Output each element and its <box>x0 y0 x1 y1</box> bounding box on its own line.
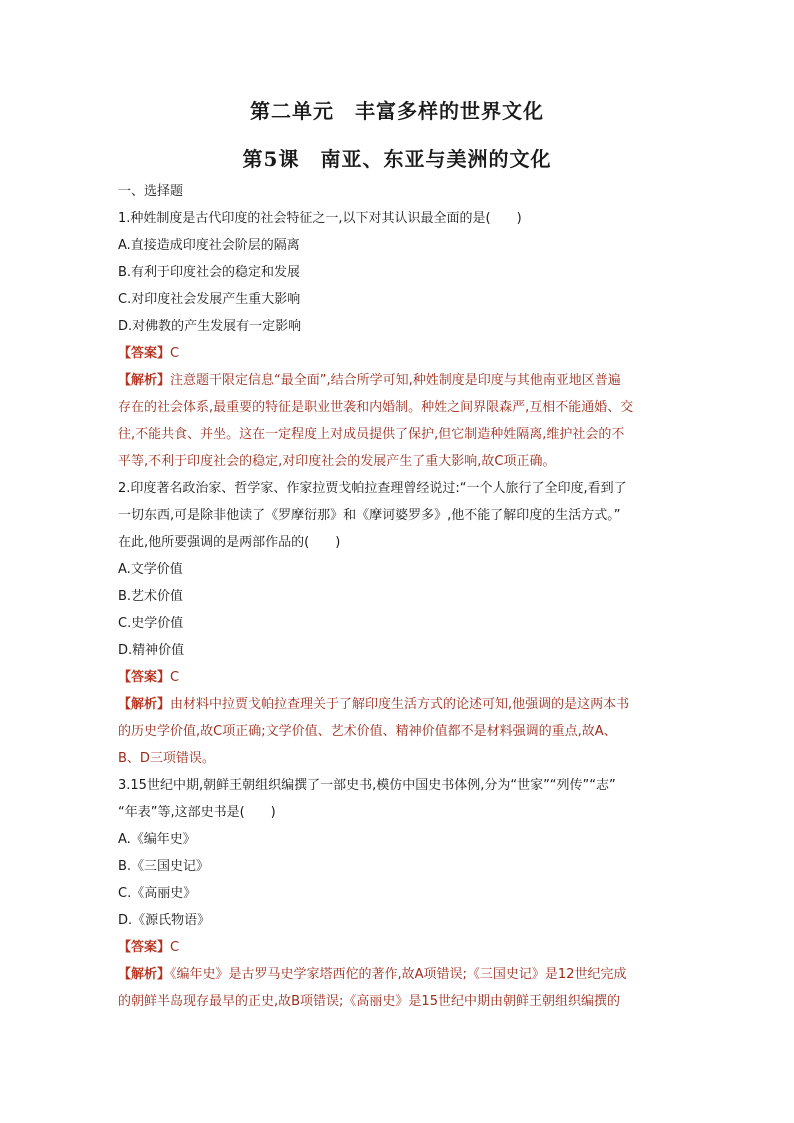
q1-answer-value: C <box>170 346 180 361</box>
q3-analysis-line: 【解析】《编年史》是古罗马史学家塔西佗的著作,故A项错误;《三国史记》是12世纪完成 <box>118 967 627 982</box>
answer-tag: 【答案】 <box>118 346 171 361</box>
q2-analysis-line: 的历史学价值,故C项正确;文学价值、艺术价值、精神价值都不是材料强调的重点,故A、 <box>118 724 617 739</box>
analysis-tag: 【解析】 <box>118 697 171 712</box>
q3-option-a: A.《编年史》 <box>118 832 196 847</box>
q3-analysis-line: 的朝鲜半岛现存最早的正史,故B项错误;《高丽史》是15世纪中期由朝鲜王朝组织编撰的 <box>118 994 620 1009</box>
q1-option-b: B.有利于印度社会的稳定和发展 <box>118 265 301 280</box>
q2-option-d: D.精神价值 <box>118 643 185 658</box>
question-2-stem: 在此,他所要强调的是两部作品的( ) <box>118 535 341 550</box>
q1-option-d: D.对佛教的产生发展有一定影响 <box>118 319 302 334</box>
q3-option-c: C.《高丽史》 <box>118 886 197 901</box>
question-3-stem: 3.15世纪中期,朝鲜王朝组织编撰了一部史书,模仿中国史书体例,分为“世家”“列传”“志” <box>118 778 616 793</box>
q2-answer-value: C <box>170 670 180 685</box>
q2-option-b: B.艺术价值 <box>118 589 184 604</box>
question-3-stem: “年表”等,这部史书是( ) <box>118 805 276 820</box>
question-2-stem: 2.印度著名政治家、哲学家、作家拉贾戈帕拉查理曾经说过:“一个人旅行了全印度,看到了 <box>118 481 627 496</box>
question-content <box>118 178 683 1015</box>
answer-tag: 【答案】 <box>118 940 171 955</box>
q1-answer <box>118 340 683 367</box>
q3-option-b: B.《三国史记》 <box>118 859 210 874</box>
q3-answer-value: C <box>170 940 180 955</box>
q1-analysis-line: 往,不能共食、并坐。这在一定程度上对成员提供了保护,但它制造种姓隔离,维护社会的不 <box>118 427 625 442</box>
question-1-stem: 1.种姓制度是古代印度的社会特征之一,以下对其认识最全面的是( ) <box>118 211 522 226</box>
answer-tag: 【答案】 <box>118 670 171 685</box>
q3-answer <box>118 934 683 961</box>
q2-option-c: C.史学价值 <box>118 616 184 631</box>
question-2-stem: 一切东西,可是除非他读了《罗摩衍那》和《摩诃婆罗多》,他不能了解印度的生活方式。” <box>118 508 621 523</box>
q3-option-d: D.《源氏物语》 <box>118 913 211 928</box>
q2-answer <box>118 664 683 691</box>
q1-option-a: A.直接造成印度社会阶层的隔离 <box>118 238 300 253</box>
q1-analysis-line: 平等,不利于印度社会的稳定,对印度社会的发展产生了重大影响,故C项正确。 <box>118 454 556 469</box>
q2-analysis-line: B、D三项错误。 <box>118 751 215 766</box>
q1-analysis-line: 存在的社会体系,最重要的特征是职业世袭和内婚制。种姓之间界限森严,互相不能通婚、交 <box>118 400 634 415</box>
q1-analysis-line: 【解析】注意题干限定信息“最全面”,结合所学可知,种姓制度是印度与其他南亚地区普遍 <box>118 373 621 388</box>
section-heading: 一、选择题 <box>118 184 184 199</box>
lesson-title: 第5课 南亚、东亚与美洲的文化 <box>242 147 552 171</box>
q1-option-c: C.对印度社会发展产生重大影响 <box>118 292 301 307</box>
q2-analysis-line: 【解析】由材料中拉贾戈帕拉查理关于了解印度生活方式的论述可知,他强调的是这两本书 <box>118 697 630 712</box>
analysis-tag: 【解析】 <box>118 967 171 982</box>
unit-title: 第二单元 丰富多样的世界文化 <box>250 99 544 123</box>
analysis-tag: 【解析】 <box>118 373 171 388</box>
q2-option-a: A.文学价值 <box>118 562 183 577</box>
